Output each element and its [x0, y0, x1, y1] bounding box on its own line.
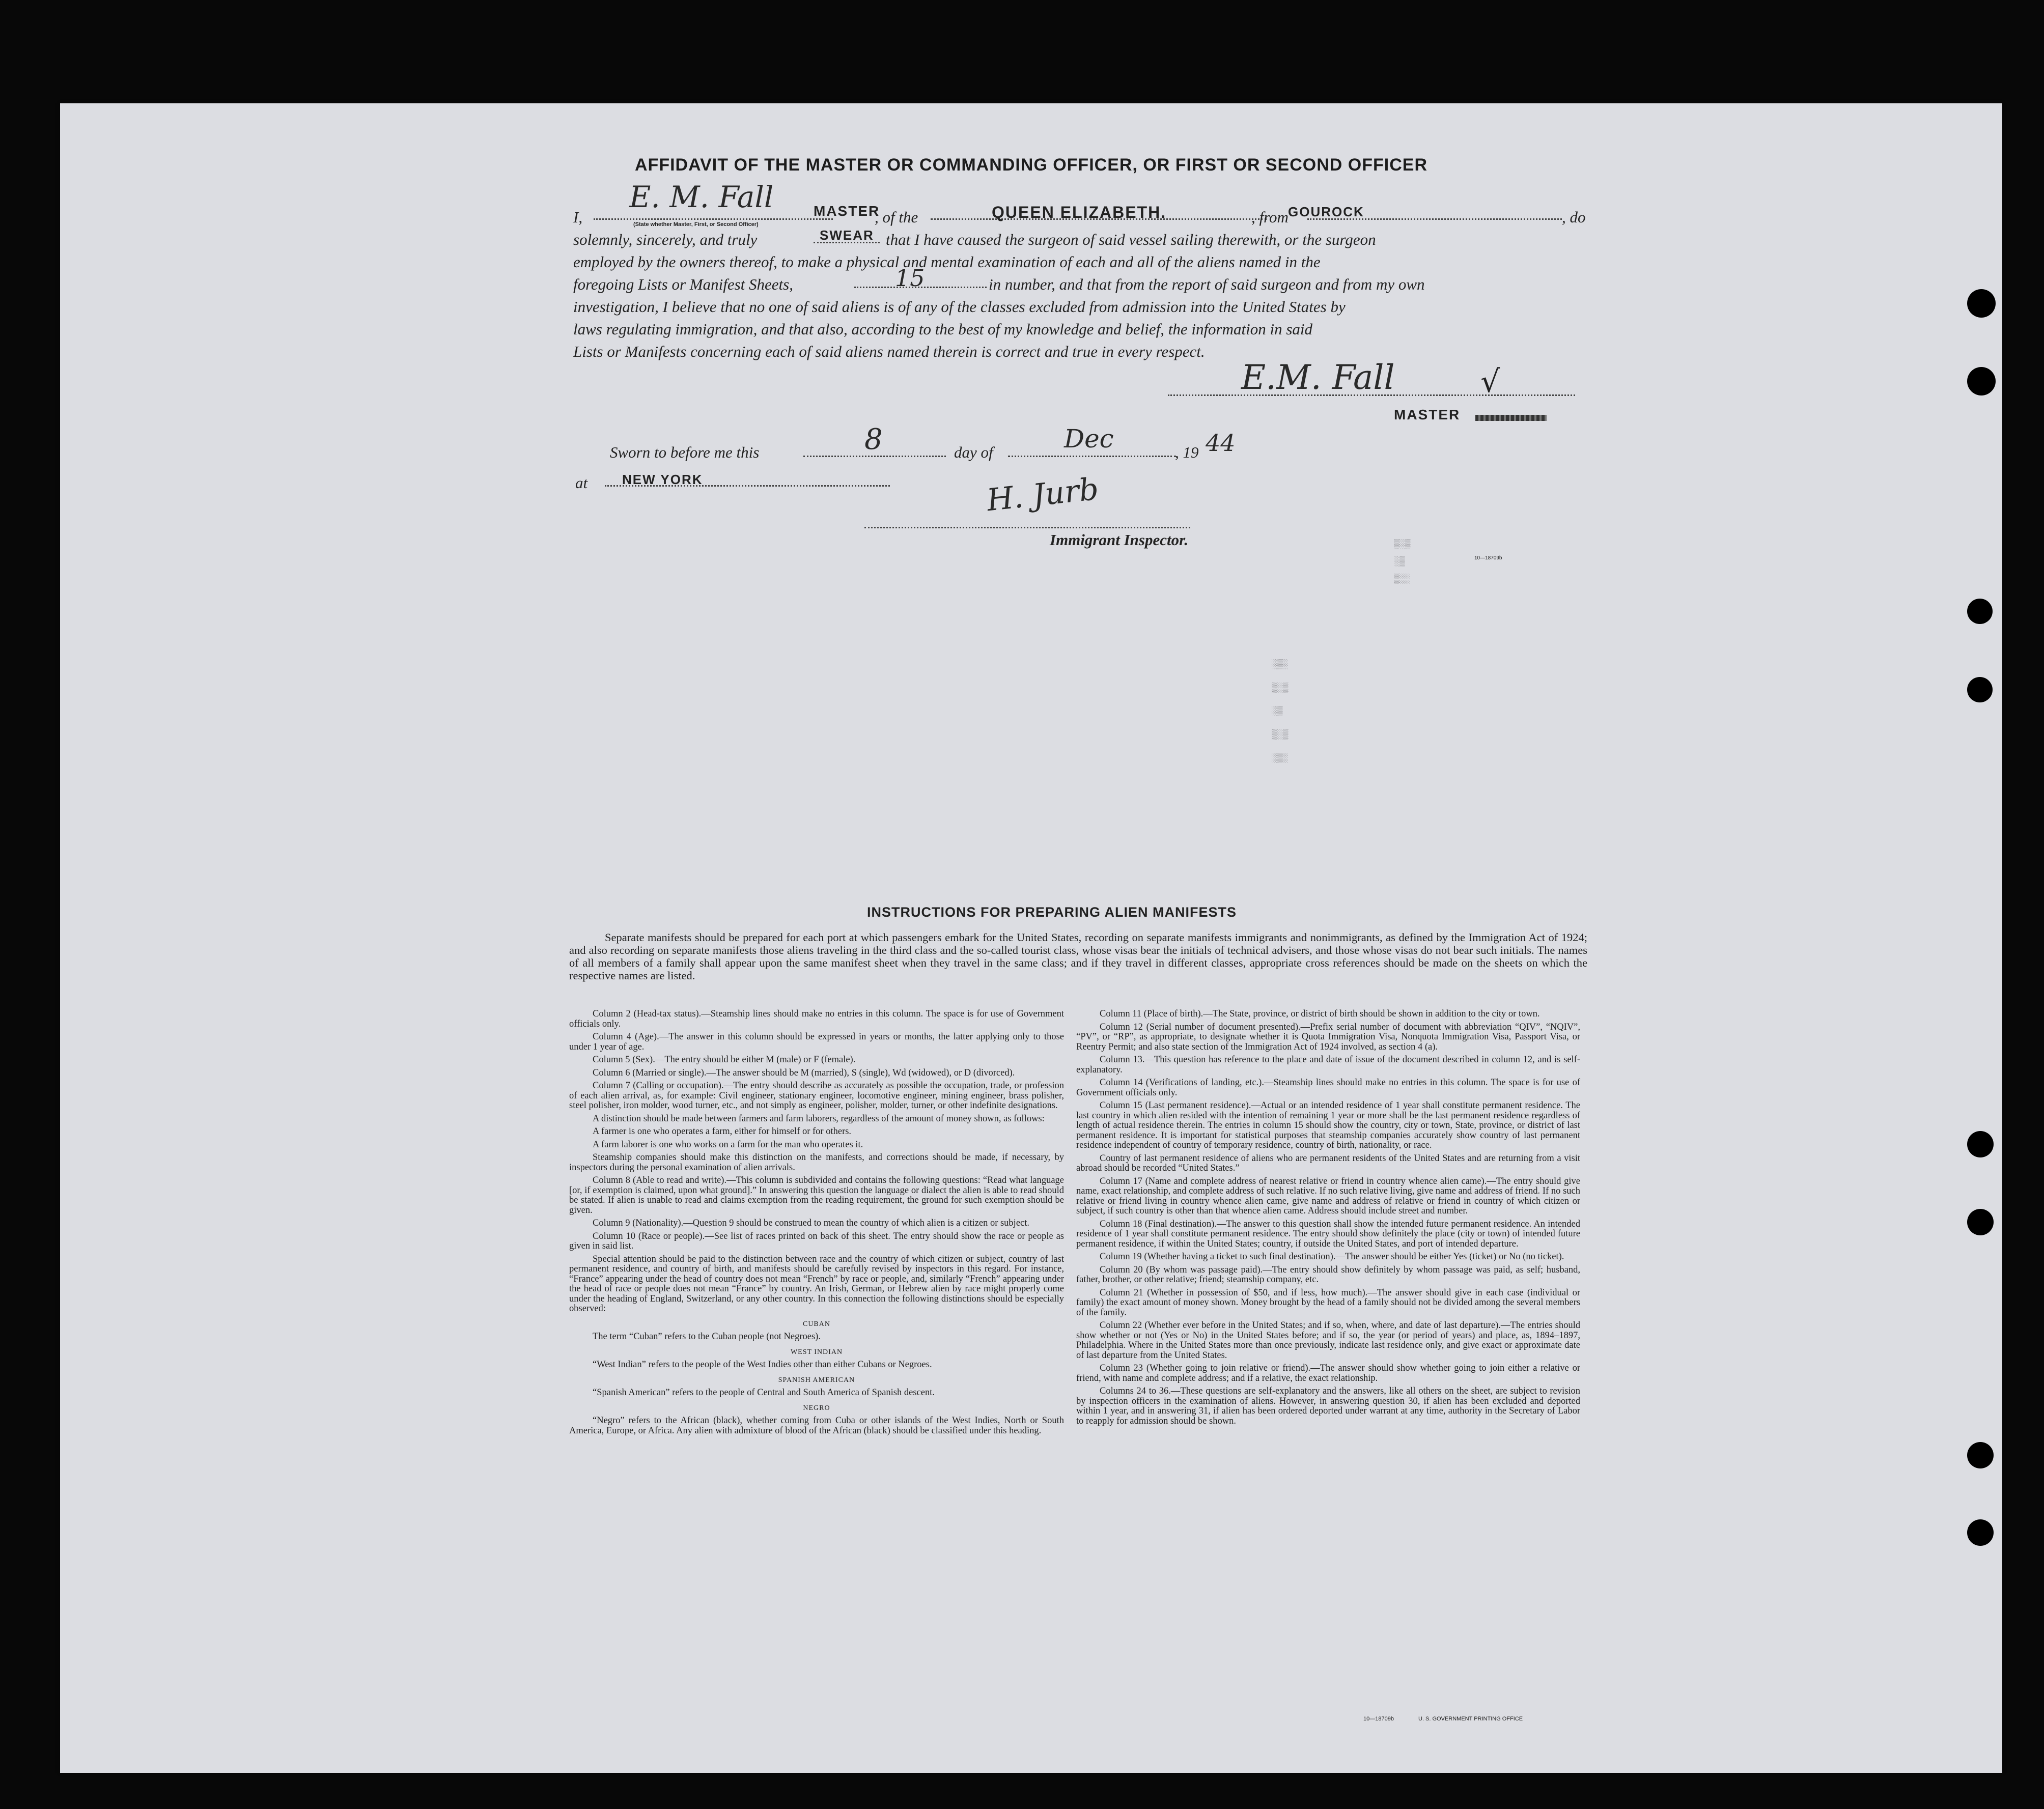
sworn-month: Dec [1064, 424, 1114, 454]
month-line [1008, 456, 1176, 457]
of-the-label: , of the [875, 208, 918, 226]
instructions-right-column [1076, 1009, 1580, 1429]
i-label: I, [573, 208, 583, 226]
binder-hole [1967, 677, 1993, 702]
affidavit-line2a: solemnly, sincerely, and truly [573, 231, 758, 248]
cuban-text: The term “Cuban” refers to the Cuban people (not Negroes). [593, 1332, 821, 1342]
instruction-paragraph: Column 8 (Able to read and write).—This column is subdivided and contains the following questions: “Read what language [or, if exemption is claimed, upon what ground].” In answering this question the language or dialect the alien is able to read should be stated. If alien is unable to read and claims exemption from the reading requirement, the ground for such exemption should be given. [569, 1175, 1064, 1216]
binder-hole [1967, 1519, 1994, 1546]
instruction-paragraph: Column 22 (Whether ever before in the United States; and if so, when, where, and date of last departure).—The entries should show whether or not (Yes or No) in the United States before; and if so, the year (or period of years) and place, as, 1894–1897, Philadelphia. Where in the United States more than once previously, indicate last residence only, and give exact or approximate date of last departure from the United States. [1076, 1320, 1580, 1361]
instructions-intro: Separate manifests should be prepared for each port at which passengers embark for the United States, recording on separate manifests immigrants and nonimmigrants, as defined by the Immigration Act of 1924; and also recording on separate manifests those aliens traveling in the third class and the so-called tourist class, whose visas bear the initials of technical advisers, and those whose visas do not bear such initials. The names of all members of a family shall appear upon the same manifest sheet when they travel in the same class; and if they travel in different classes, appropriate cross references should be made on the sheets on which the respective names are listed. [569, 931, 1587, 982]
instruction-paragraph: Special attention should be paid to the distinction between race and the country of which citizen or subject, country of last permanent residence, and country of birth, and manifests should be carefully revised by inspectors in this regard. For instance, “France” appearing under the head of country does not mean “French” by race or people, and, similarly “French” appearing under the head of race or people does not mean “France” by country. An Irish, German, or Hebrew alien by race might properly come under the heading of England, Switzerland, or any other country. In this connection the following distinctions should be especially observed: [569, 1254, 1064, 1314]
west-indian-heading: WEST INDIAN [790, 1348, 843, 1356]
footer-printing-office: U. S. GOVERNMENT PRINTING OFFICE [1418, 1716, 1523, 1722]
vessel-name: QUEEN ELIZABETH. [992, 203, 1167, 221]
spanish-american-heading: SPANISH AMERICAN [778, 1376, 855, 1384]
inspector-signature: H. Jurb [985, 471, 1101, 519]
do-label: , do [1562, 208, 1586, 226]
instruction-paragraph: Country of last permanent residence of aliens who are permanent residents of the United States and are returning from a visit abroad should be recorded “United States.” [1076, 1153, 1580, 1173]
master-signature: E.M. Fall [1241, 358, 1395, 397]
instruction-paragraph: Column 19 (Whether having a ticket to such final destination).—The answer should be either Yes (ticket) or No (no ticket). [1100, 1252, 1564, 1262]
from-label: , from [1251, 208, 1289, 226]
sheets-count: 15 [895, 264, 925, 292]
binder-hole [1967, 1209, 1994, 1235]
instruction-paragraph: A farm laborer is one who works on a farm for the man who operates it. [593, 1139, 863, 1150]
binder-hole [1967, 367, 1996, 395]
instruction-paragraph: Column 2 (Head-tax status).—Steamship lines should make no entries in this column. The space is for use of Government officials only. [569, 1009, 1064, 1029]
negro-text: “Negro” refers to the African (black), whether coming from Cuba or other islands of the West Indies, North or South America, Europe, or Africa. Any alien with admixture of blood of the African (black) should be classified under this heading. [569, 1416, 1064, 1436]
binder-hole [1967, 1442, 1994, 1468]
officer-name: E. M. Fall [629, 180, 774, 214]
instruction-paragraph: Column 17 (Name and complete address of nearest relative or friend in country whence alien came).—The entry should give name, exact relationship, and complete address of such relative. If no such relative living, give name and address of friend. If no such relative or friend living in country whence alien came, give name and address of relative or friend in country of which citizen or subject, if such country is other than that whence alien came. Address should include street and number. [1076, 1176, 1580, 1216]
day-of-label: day of [954, 443, 993, 461]
affidavit-line2b: that I have caused the surgeon of said vessel sailing therewith, or the surgeon [886, 231, 1376, 248]
footer-form-number: 10—18709b [1363, 1716, 1394, 1722]
manifest-sheet [60, 103, 2002, 1773]
rank-typed: MASTER [814, 203, 880, 219]
instructions-title: INSTRUCTIONS FOR PREPARING ALIEN MANIFESTS [867, 904, 1237, 920]
affidavit-line5: investigation, I believe that no one of said aliens is of any of the classes excluded from admission into the United States by [573, 298, 1346, 316]
oath-word: SWEAR [820, 228, 874, 243]
inspector-title: Immigrant Inspector. [1050, 531, 1189, 549]
affidavit-line4b: in number, and that from the report of said surgeon and from my own [989, 275, 1425, 293]
instruction-paragraph: Column 15 (Last permanent residence).—Actual or an intended residence of 1 year shall constitute permanent residence. The last country in which alien resided with the intention of remaining 1 year or more shall be the last permanent residence regardless of length of actual residence therein. The entries in column 15 should show the country, city or town, State, province, or district of last permanent residence. It is important for statistical purposes that steamship companies accurately show country of last permanent residence independent of country of temporary residence, country of birth, nationality, or race. [1076, 1100, 1580, 1150]
instruction-paragraph: Column 7 (Calling or occupation).—The entry should describe as accurately as possible the occupation, trade, or profession of each alien arrival, as, for example: Civil engineer, stationary engineer, locomotive engineer, mining engineer, brass polisher, steel polisher, iron molder, wood turner, etc., and not simply as engineer, polisher, molder, turner, or other indefinite designations. [569, 1081, 1064, 1111]
sworn-year: 44 [1206, 429, 1236, 457]
instruction-paragraph: Column 4 (Age).—The answer in this column should be expressed in years or months, the latter applying only to those under 1 year of age. [569, 1032, 1064, 1052]
negro-heading: NEGRO [803, 1404, 830, 1412]
spanish-american-text: “Spanish American” refers to the people of Central and South America of Spanish descent. [593, 1388, 935, 1398]
instruction-paragraph: Column 21 (Whether in possession of $50, and if less, how much).—The answer should give in each case (individual or family) the exact amount of money shown. Money brought by the head of a family should not be divided among the several members of the family. [1076, 1287, 1580, 1318]
year-prefix: , 19 [1175, 443, 1199, 461]
instructions-left-column [569, 1009, 1064, 1439]
cuban-heading: CUBAN [802, 1320, 830, 1328]
sworn-label: Sworn to before me this [610, 443, 760, 461]
instruction-paragraph: Column 10 (Race or people).—See list of races printed on back of this sheet. The entry should show the race or people as given in said list. [569, 1231, 1064, 1251]
inspector-line [864, 527, 1190, 528]
signature-title: MASTER [1394, 407, 1461, 422]
affidavit-line3: employed by the owners thereof, to make a physical and mental examination of each and all of the aliens named in the [573, 253, 1321, 271]
form-number-top: 10—18709b [1474, 555, 1502, 561]
instruction-paragraph: Steamship companies should make this distinction on the manifests, and corrections should be made, if necessary, by inspectors during the personal examination of alien arrivals. [569, 1152, 1064, 1173]
binder-hole [1967, 599, 1993, 624]
instruction-paragraph: A farmer is one who operates a farm, either for himself or for others. [593, 1126, 852, 1137]
rank-note: (State whether Master, First, or Second Officer) [633, 221, 759, 228]
signature-line [1168, 394, 1575, 396]
port-name: GOUROCK [1288, 204, 1364, 219]
sworn-day: 8 [864, 423, 883, 456]
instruction-paragraph: Column 11 (Place of birth).—The State, province, or district of birth should be shown in addition to the city or town. [1100, 1009, 1540, 1019]
affidavit-line6: laws regulating immigration, and that also, according to the best of my knowledge and belief, the information in said [573, 320, 1313, 338]
instruction-paragraph: Column 6 (Married or single).—The answer should be M (married), S (single), Wd (widowed), or D (divorced). [593, 1067, 1015, 1078]
instruction-paragraph: Column 9 (Nationality).—Question 9 should be construed to mean the country of which alien is a citizen or subject. [593, 1218, 1030, 1228]
instruction-paragraph: Columns 24 to 36.—These questions are self-explanatory and the answers, like all others on the sheet, are subject to revision by inspection officers in the examination of aliens. However, in answering question 30, if alien has been excluded and deported within 1 year, and in answering 31, if alien has been ordered deported under warrant at any time, authority in the Secretary of Labor to reapply for admission should be shown. [1076, 1386, 1580, 1426]
at-label: at [575, 474, 588, 492]
instruction-paragraph: Column 23 (Whether going to join relative or friend).—The answer should show whether going to join either a relative or friend, with name and complete address; and if a relative, the exact relationship. [1076, 1363, 1580, 1383]
struck-out-word [1475, 415, 1547, 421]
instruction-paragraph: Column 20 (By whom was passage paid).—The entry should show definitely by whom passage was paid, as self; husband, father, brother, or other relative; friend; steamship company, etc. [1076, 1264, 1580, 1285]
instruction-paragraph: Column 5 (Sex).—The entry should be either M (male) or F (female). [593, 1055, 856, 1065]
binder-hole [1967, 1131, 1994, 1157]
binder-hole [1967, 289, 1996, 318]
officer-name-line [594, 218, 833, 220]
affidavit-title: AFFIDAVIT OF THE MASTER OR COMMANDING OFFICER, OR FIRST OR SECOND OFFICER [635, 155, 1427, 175]
check-mark: √ [1480, 364, 1500, 400]
instruction-paragraph: Column 12 (Serial number of document presented).—Prefix serial number of document with abbreviation “QIV”, “NQIV”, “PV”, or “RP”, as appropriate, to designate whether it is Quota Immigration Visa, Nonquota Immigration Visa, Passport Visa, or Reentry Permit; and also state section of the Immigration Act of 1924 involved, as section 4 (a). [1076, 1022, 1580, 1052]
bleed-through-text: ▒░▒ ░▒ ▒░░ [1394, 540, 1411, 584]
instruction-paragraph: Column 18 (Final destination).—The answer to this question shall show the intended future permanent residence. An intended residence of 1 year shall constitute permanent residence. The entry should show definitely the place (city or town) of intended future permanent residence, if within the United States; country, if outside the United States, and port of intended departure. [1076, 1219, 1580, 1249]
sworn-place: NEW YORK [622, 472, 703, 487]
west-indian-text: “West Indian” refers to the people of the West Indies other than either Cubans or Negroes. [593, 1360, 932, 1370]
affidavit-line4a: foregoing Lists or Manifest Sheets, [573, 275, 793, 293]
instruction-paragraph: Column 13.—This question has reference to the place and date of issue of the document described in column 12, and is self-explanatory. [1076, 1055, 1580, 1075]
instruction-paragraph: A distinction should be made between farmers and farm laborers, regardless of the amount of money shown, as follows: [593, 1113, 1045, 1124]
bleed-through-text-2: ░▒░ ▒░▒ ░▒ ▒░▒ ░▒░ [1272, 660, 1289, 764]
affidavit-line7: Lists or Manifests concerning each of said aliens named therein is correct and true in every respect. [573, 343, 1205, 360]
instruction-paragraph: Column 14 (Verifications of landing, etc.).—Steamship lines should make no entries in this column. The space is for use of Government officials only. [1076, 1078, 1580, 1098]
